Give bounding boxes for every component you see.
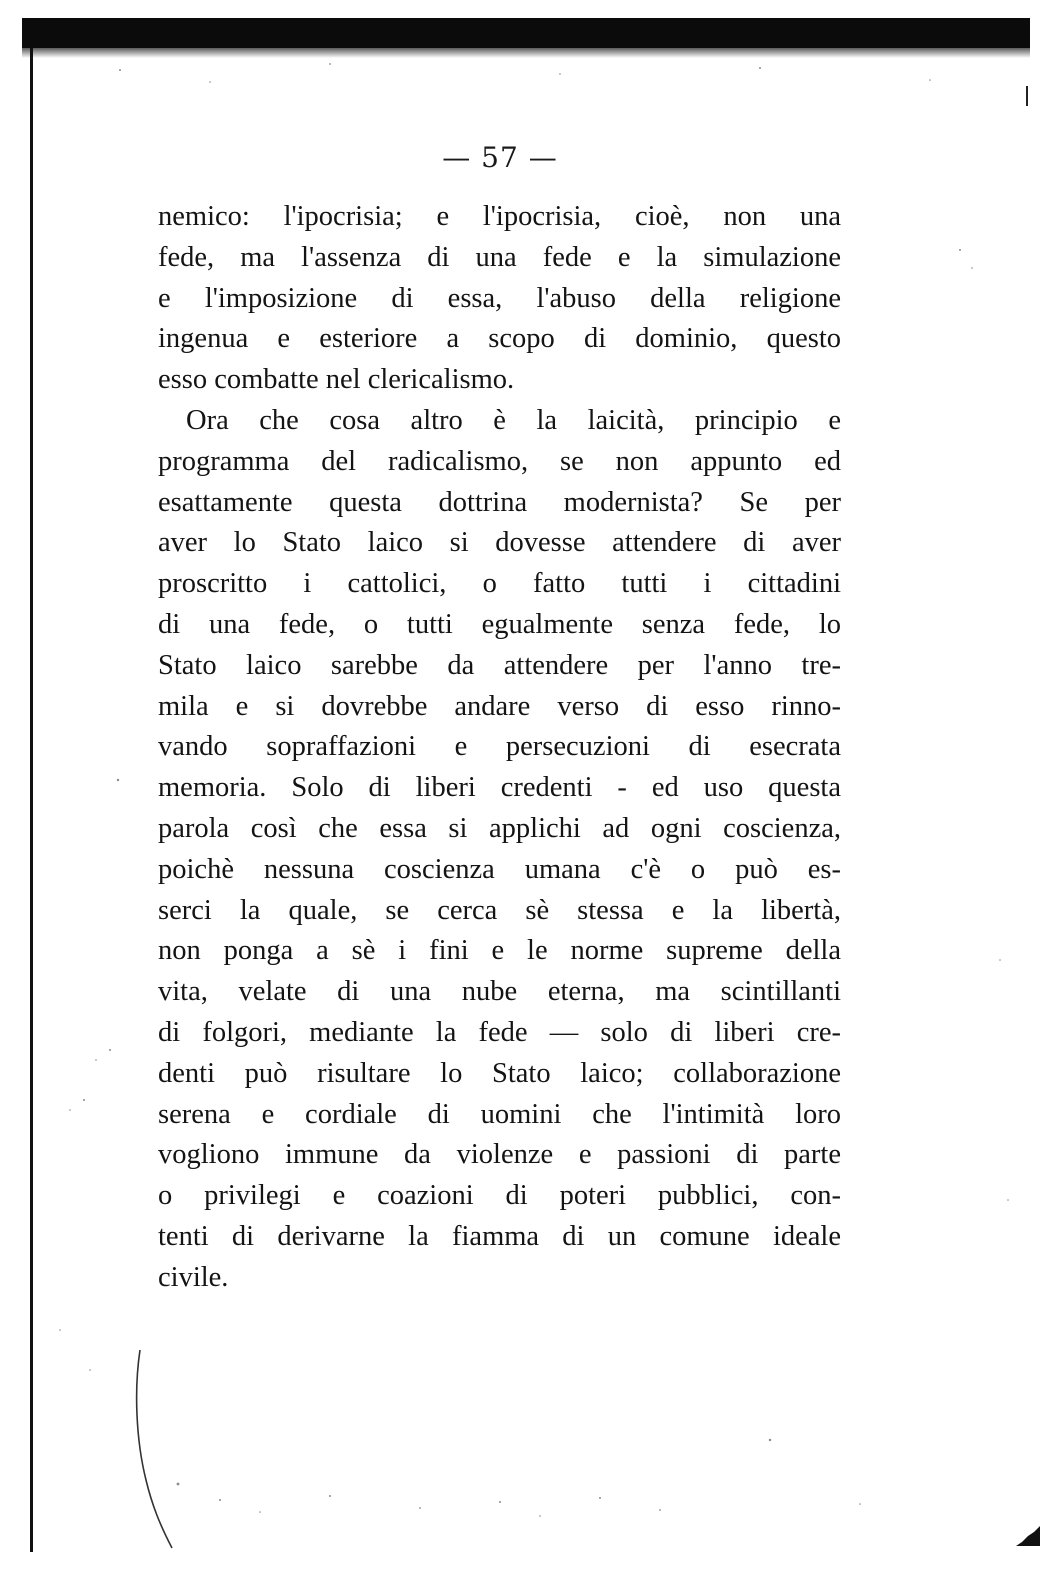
page-number: — 57 — [442, 141, 558, 174]
scan-top-border [22, 18, 1030, 48]
text-line: Stato laico sarebbe da attendere per l'anno tre- [158, 649, 841, 681]
text-line: aver lo Stato laico si dovesse attendere di aver [158, 527, 841, 559]
text-line: ingenua e esteriore a scopo di dominio, questo [158, 323, 841, 355]
scan-corner-mark [1012, 1518, 1042, 1548]
text-line: mila e si dovrebbe andare verso di esso rinno- [158, 690, 841, 722]
text-line: programma del radicalismo, se non appunto ed [158, 445, 841, 477]
text-line: esattamente questa dottrina modernista? Se per [158, 486, 841, 518]
scan-right-mark [1026, 86, 1028, 106]
text-line: poichè nessuna coscienza umana c'è o può es- [158, 853, 841, 885]
body-text [158, 197, 841, 1299]
text-line: parola così che essa si applichi ad ogni coscienza, [158, 812, 841, 844]
text-line: e l'imposizione di essa, l'abuso della religione [158, 282, 841, 314]
text-line: serena e cordiale di uomini che l'intimità loro [158, 1098, 841, 1130]
text-line: memoria. Solo di liberi credenti - ed uso questa [158, 772, 841, 804]
paragraph-2 [158, 401, 841, 1299]
text-line: vogliono immune da violenze e passioni di parte [158, 1139, 841, 1171]
text-line: nemico: l'ipocrisia; e l'ipocrisia, cioè, non una [158, 201, 841, 232]
scan-left-border [30, 48, 33, 1552]
text-line: di una fede, o tutti egualmente senza fede, lo [158, 608, 841, 640]
text-line: vando sopraffazioni e persecuzioni di esecrata [158, 731, 841, 763]
text-line: vita, velate di una nube eterna, ma scintillanti [158, 976, 841, 1008]
text-line: esso combatte nel clericalismo. [158, 364, 515, 396]
scan-top-shadow [22, 48, 1030, 58]
text-line: o privilegi e coazioni di poteri pubblici, con- [158, 1180, 841, 1212]
text-line: fede, ma l'assenza di una fede e la simulazione [158, 241, 841, 273]
text-line: non ponga a sè i fini e le norme supreme della [158, 935, 841, 967]
text-line: proscritto i cattolici, o fatto tutti i cittadini [158, 568, 841, 600]
text-line: civile. [158, 1261, 229, 1293]
text-line: serci la quale, se cerca sè stessa e la libertà, [158, 894, 841, 926]
text-line: denti può risultare lo Stato laico; collaborazione [158, 1057, 841, 1089]
text-line: di folgori, mediante la fede — solo di liberi cre- [158, 1016, 841, 1048]
text-line: tenti di derivarne la fiamma di un comune ideale [158, 1220, 841, 1252]
margin-pencil-stroke [120, 1350, 200, 1550]
paragraph-1 [158, 197, 841, 401]
text-line: Ora che cosa altro è la laicità, principio e [186, 404, 841, 436]
